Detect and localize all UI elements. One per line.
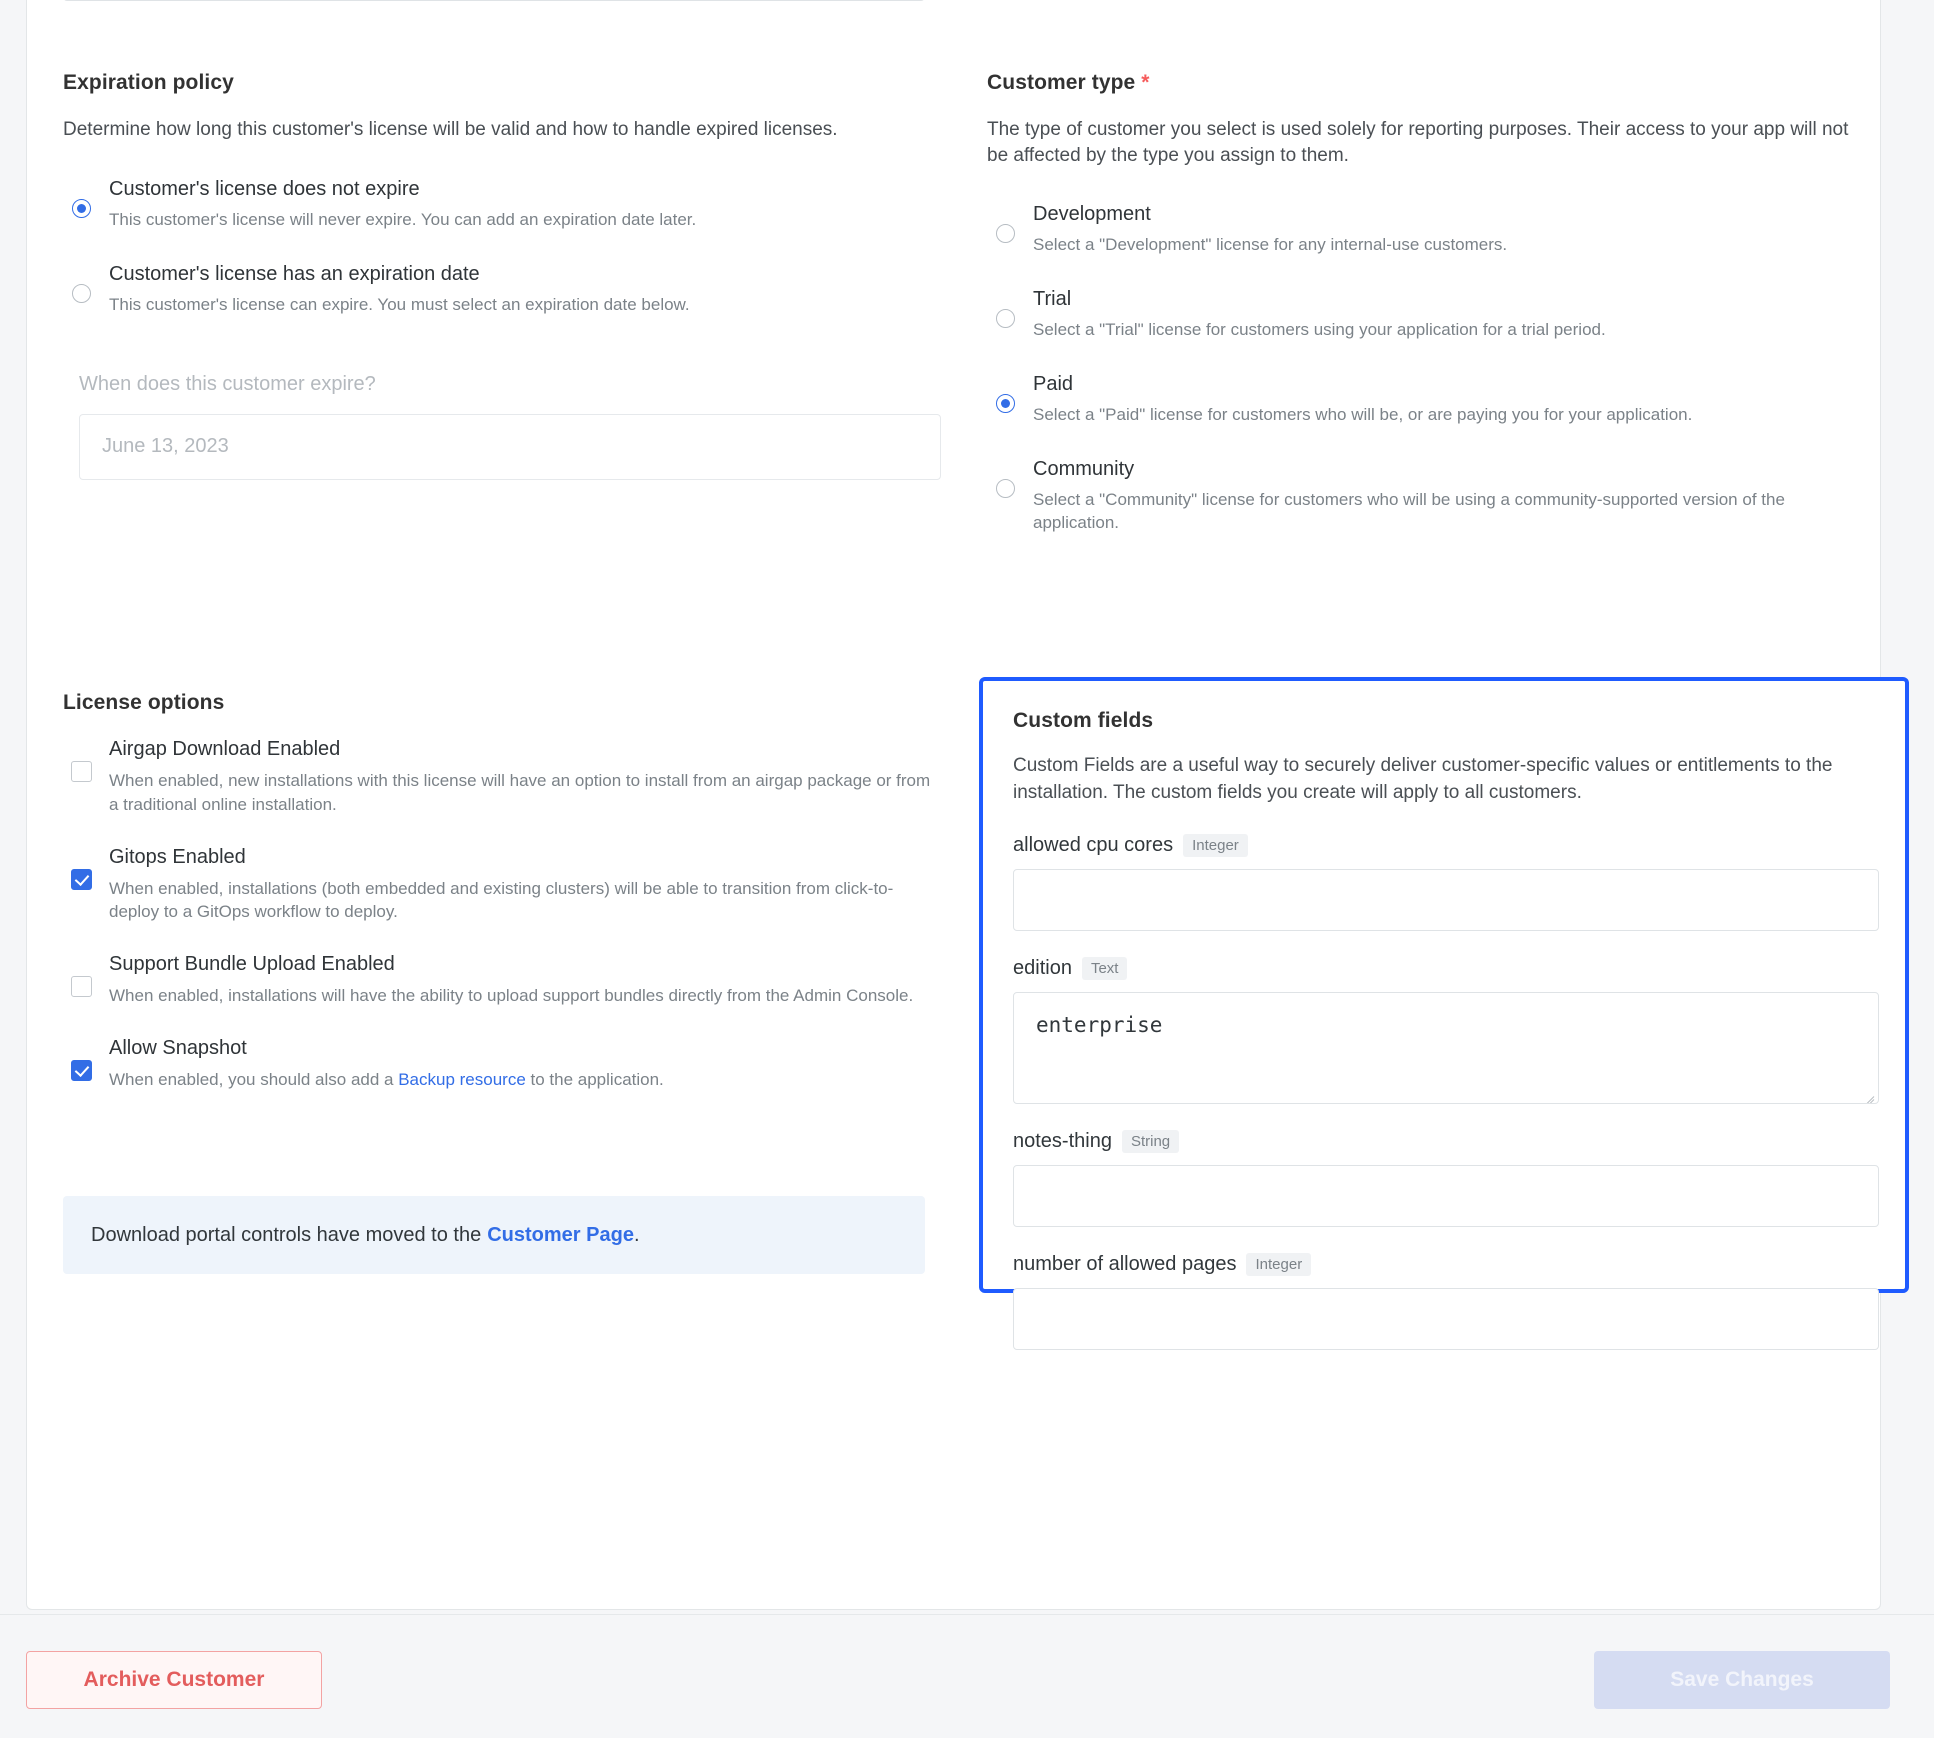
custom-field-label-edition [1013, 957, 1875, 980]
checkbox-description: When enabled, installations will have the ability to upload support bundles directly from the Admin Console. [109, 986, 914, 1006]
license-options-title: License options [63, 691, 225, 714]
resize-grip-icon[interactable] [1860, 1086, 1874, 1100]
expiration-date-placeholder: June 13, 2023 [102, 435, 229, 458]
checkbox-support-bundle-upload-enabled[interactable] [63, 952, 943, 1008]
custom-field-label-notes-thing [1013, 1130, 1875, 1153]
expiration-date-question: When does this customer expire? [79, 372, 376, 395]
page-scrollbar[interactable] [1920, 0, 1934, 1614]
custom-field-type-badge: Text [1082, 957, 1128, 980]
custom-field-name: allowed cpu cores [1013, 834, 1174, 857]
custom-field-textarea-edition[interactable] [1013, 992, 1879, 1104]
customer-type-section [987, 71, 1867, 565]
radio-label: Trial [1033, 288, 1072, 311]
custom-field-input-allowed-cpu-cores[interactable] [1013, 869, 1879, 931]
checkbox-icon[interactable] [71, 976, 92, 997]
radio-label: Community [1033, 458, 1135, 481]
checkbox-description: When enabled, new installations with this license will have an option to install from an airgap package or from a traditional online installation. [109, 771, 931, 814]
customer-type-description: The type of customer you select is used solely for reporting purposes. Their access to your app will not be affected by the type you assign to them. [987, 119, 1849, 166]
checkbox-label: Support Bundle Upload Enabled [109, 953, 395, 976]
checkbox-icon-checked[interactable] [71, 869, 92, 890]
notice-period: . [633, 1223, 640, 1246]
action-footer [0, 1614, 1934, 1738]
radio-description: Select a "Community" license for customers who will be using a community-supported version of the application. [1033, 490, 1785, 533]
settings-card [26, 0, 1881, 1610]
archive-customer-button[interactable]: Archive Customer [26, 1651, 322, 1709]
custom-field-name: notes-thing [1013, 1130, 1112, 1153]
radio-icon-selected[interactable] [72, 199, 91, 218]
checkbox-icon-checked[interactable] [71, 1060, 92, 1081]
custom-fields-description: Custom Fields are a useful way to securely deliver customer-specific values or entitlements to the installation. The custom fields you create will apply to all customers. [1013, 755, 1833, 803]
custom-field-type-badge: Integer [1246, 1253, 1311, 1276]
customer-type-title-text: Customer type [987, 71, 1136, 94]
notice-text: Download portal controls have moved to the [91, 1223, 482, 1246]
custom-field-input-notes-thing[interactable] [1013, 1165, 1879, 1227]
custom-fields-panel [979, 677, 1909, 1293]
custom-fields-title: Custom fields [1013, 709, 1154, 732]
checkbox-label: Gitops Enabled [109, 845, 246, 868]
radio-label: Customer's license has an expiration date [109, 262, 480, 285]
custom-field-input-number-of-allowed-pages[interactable] [1013, 1288, 1879, 1350]
custom-field-type-badge: Integer [1183, 834, 1248, 857]
radio-customer-type-paid[interactable] [987, 372, 1867, 427]
radio-customer-type-community[interactable] [987, 457, 1867, 535]
checkbox-description [109, 1068, 943, 1092]
expiration-policy-section [63, 71, 943, 480]
radio-customer-type-development[interactable] [987, 202, 1867, 257]
radio-description: This customer's license can expire. You must select an expiration date below. [109, 294, 690, 314]
custom-field-name: number of allowed pages [1013, 1253, 1237, 1276]
custom-field-label-allowed-cpu-cores [1013, 834, 1875, 857]
expiration-policy-description: Determine how long this customer's license will be valid and how to handle expired licenses. [63, 119, 838, 140]
expiration-date-input[interactable] [79, 414, 941, 480]
radio-customer-type-trial[interactable] [987, 287, 1867, 342]
radio-description: This customer's license will never expire. You can add an expiration date later. [109, 209, 697, 229]
download-portal-notice [63, 1196, 925, 1274]
customer-page-link[interactable]: Customer Page [487, 1223, 634, 1246]
snapshot-text-after: to the application. [525, 1069, 664, 1089]
checkbox-label: Airgap Download Enabled [109, 738, 341, 760]
radio-license-has-expiration-date[interactable] [63, 262, 943, 317]
checkbox-airgap-download-enabled[interactable] [63, 737, 943, 817]
radio-icon[interactable] [996, 224, 1015, 243]
backup-resource-link[interactable]: Backup resource [398, 1069, 526, 1089]
radio-description: Select a "Paid" license for customers who will be, or are paying you for your application. [1033, 405, 1693, 425]
checkbox-icon[interactable] [71, 761, 92, 782]
custom-field-type-badge: String [1122, 1130, 1179, 1153]
customer-type-title [987, 71, 1867, 95]
radio-description: Select a "Development" license for any internal-use customers. [1033, 235, 1508, 255]
cut-off-field-above[interactable] [63, 0, 925, 1]
radio-icon[interactable] [996, 479, 1015, 498]
custom-field-label-number-of-allowed-pages [1013, 1253, 1875, 1276]
required-marker: * [1141, 71, 1150, 94]
custom-field-value: enterprise [1036, 1013, 1163, 1038]
checkbox-allow-snapshot[interactable] [63, 1036, 943, 1092]
checkbox-gitops-enabled[interactable] [63, 845, 943, 925]
checkbox-description: When enabled, installations (both embedded and existing clusters) will be able to transition from click-to-deploy to a GitOps workflow to deploy. [109, 878, 894, 922]
snapshot-text-before: When enabled, you should also add a [109, 1069, 399, 1089]
radio-license-does-not-expire[interactable] [63, 177, 943, 232]
radio-label: Development [1033, 203, 1151, 226]
save-changes-button[interactable]: Save Changes [1594, 1651, 1890, 1709]
radio-label: Paid [1033, 373, 1074, 396]
radio-icon[interactable] [72, 284, 91, 303]
radio-icon[interactable] [996, 309, 1015, 328]
checkbox-label: Allow Snapshot [109, 1036, 247, 1059]
radio-label: Customer's license does not expire [109, 177, 420, 200]
radio-icon-selected[interactable] [996, 394, 1015, 413]
expiration-policy-title: Expiration policy [63, 71, 234, 94]
custom-field-name: edition [1013, 957, 1072, 980]
license-options-section [63, 691, 943, 1120]
radio-description: Select a "Trial" license for customers using your application for a trial period. [1033, 320, 1606, 340]
